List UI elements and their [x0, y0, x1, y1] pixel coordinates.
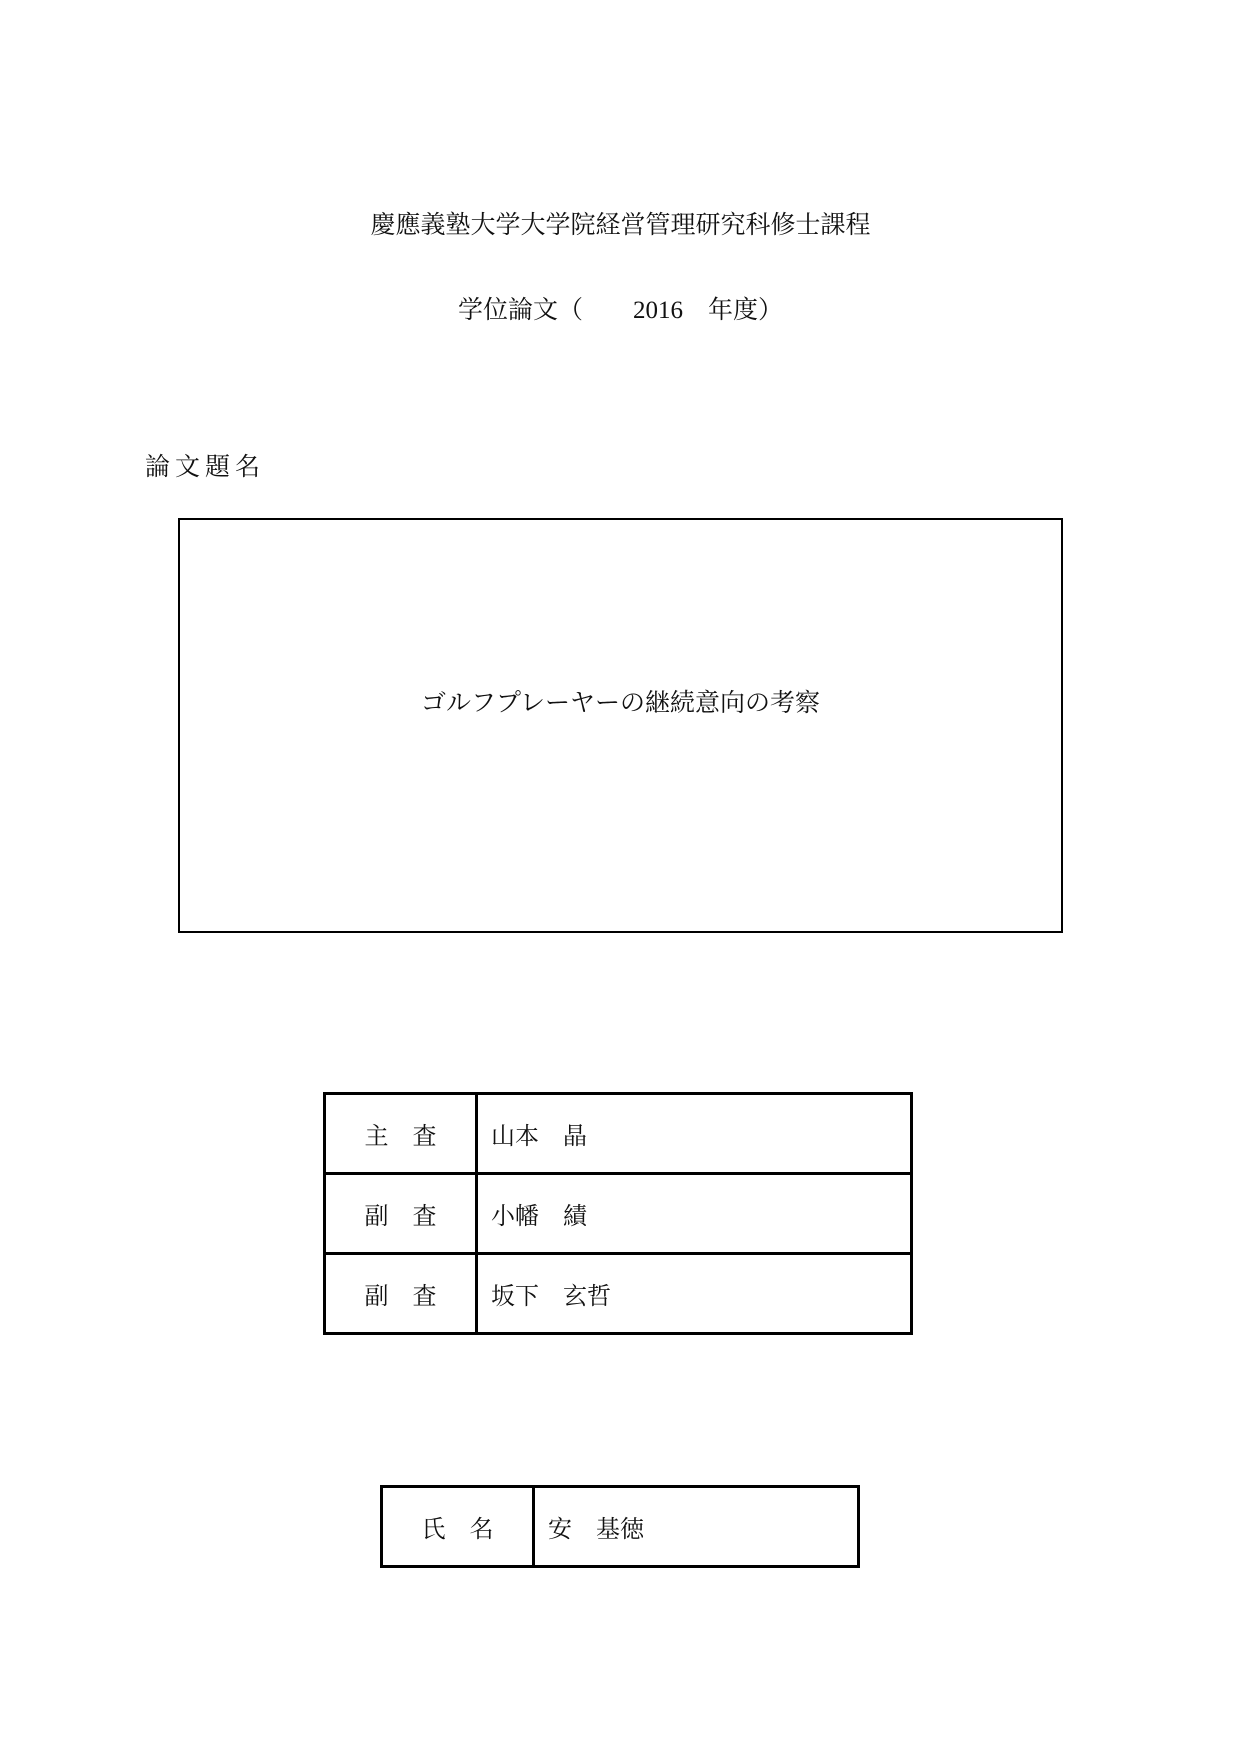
author-row	[382, 1487, 859, 1567]
degree-thesis-year-line: 学位論文（ 2016 年度）	[457, 297, 783, 324]
examiner-name-cell: 山本 晶	[477, 1094, 912, 1174]
author-name-cell: 安 基徳	[534, 1487, 859, 1567]
thesis-title-label: 論文題名	[145, 454, 266, 481]
examiner-role-cell: 副 査	[325, 1174, 477, 1254]
examiner-name-cell: 小幡 績	[477, 1174, 912, 1254]
examiner-name-cell: 坂下 玄哲	[477, 1254, 912, 1334]
author-label-cell: 氏 名	[382, 1487, 534, 1567]
author-table	[380, 1485, 860, 1568]
examiner-role-cell: 副 査	[325, 1254, 477, 1334]
examiner-row	[325, 1174, 912, 1254]
examiner-row	[325, 1254, 912, 1334]
thesis-title: ゴルフプレーヤーの継続意向の考察	[420, 690, 820, 717]
program-name: 慶應義塾大学大学院経営管理研究科修士課程	[370, 212, 871, 239]
examiner-role-cell: 主 査	[325, 1094, 477, 1174]
thesis-title-box	[178, 518, 1063, 933]
examiner-row	[325, 1094, 912, 1174]
examiner-table	[323, 1092, 913, 1335]
